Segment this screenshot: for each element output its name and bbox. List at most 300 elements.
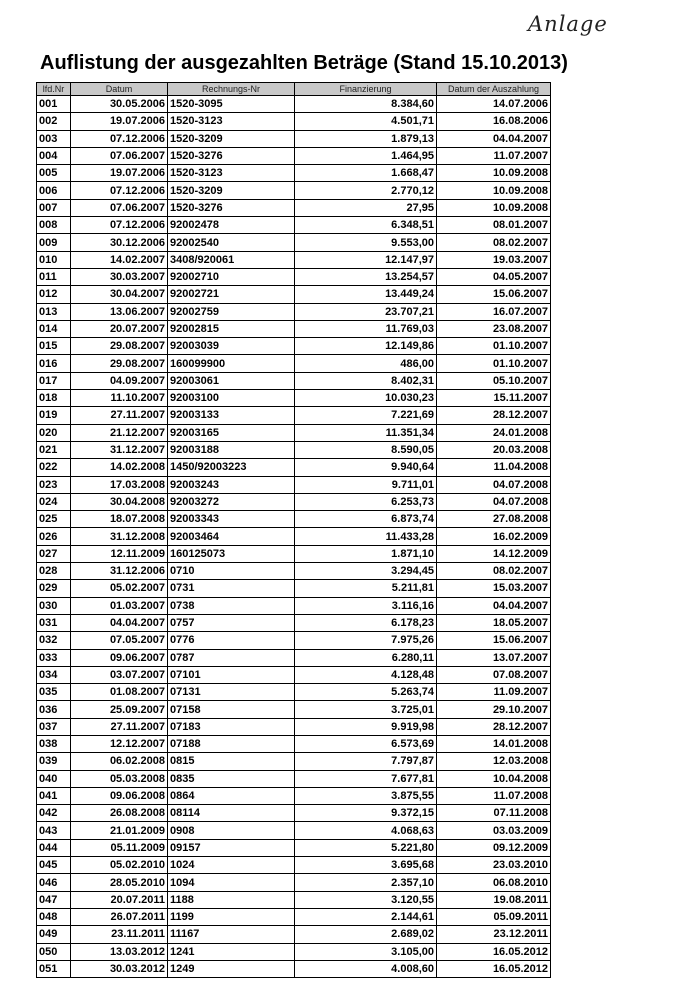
finanzierung-cell: 3.105,00 (295, 943, 437, 960)
datum-cell: 12.11.2009 (71, 545, 168, 562)
datum-cell: 30.03.2007 (71, 268, 168, 285)
auszahlung-cell: 10.09.2008 (437, 182, 551, 199)
rechnungs-nr-cell: 07188 (168, 735, 295, 752)
table-row (37, 580, 551, 597)
datum-cell: 31.12.2008 (71, 528, 168, 545)
auszahlung-cell: 07.08.2007 (437, 666, 551, 683)
datum-cell: 07.12.2006 (71, 182, 168, 199)
datum-cell: 21.01.2009 (71, 822, 168, 839)
datum-cell: 13.03.2012 (71, 943, 168, 960)
rechnungs-nr-cell: 92002721 (168, 286, 295, 303)
table-row (37, 493, 551, 510)
datum-cell: 26.07.2011 (71, 908, 168, 925)
datum-cell: 07.06.2007 (71, 147, 168, 164)
finanzierung-cell: 2.689,02 (295, 926, 437, 943)
datum-cell: 09.06.2007 (71, 649, 168, 666)
auszahlung-cell: 12.03.2008 (437, 753, 551, 770)
rechnungs-nr-cell: 0710 (168, 563, 295, 580)
auszahlung-cell: 11.07.2007 (437, 147, 551, 164)
lfd-nr-cell: 026 (37, 528, 71, 545)
datum-cell: 05.03.2008 (71, 770, 168, 787)
rechnungs-nr-cell: 0835 (168, 770, 295, 787)
finanzierung-cell: 4.008,60 (295, 960, 437, 977)
table-header-row (37, 83, 551, 96)
auszahlung-cell: 08.01.2007 (437, 217, 551, 234)
auszahlung-cell: 14.07.2006 (437, 96, 551, 113)
auszahlung-cell: 14.12.2009 (437, 545, 551, 562)
table-row (37, 684, 551, 701)
auszahlung-cell: 16.07.2007 (437, 303, 551, 320)
rechnungs-nr-cell: 1520-3123 (168, 113, 295, 130)
lfd-nr-cell: 006 (37, 182, 71, 199)
finanzierung-cell: 9.919,98 (295, 718, 437, 735)
lfd-nr-cell: 016 (37, 355, 71, 372)
datum-cell: 20.07.2007 (71, 320, 168, 337)
auszahlung-cell: 18.05.2007 (437, 614, 551, 631)
table-row (37, 960, 551, 977)
lfd-nr-cell: 030 (37, 597, 71, 614)
rechnungs-nr-cell: 0864 (168, 787, 295, 804)
column-header-datum: Datum (71, 83, 168, 96)
lfd-nr-cell: 044 (37, 839, 71, 856)
datum-cell: 29.08.2007 (71, 355, 168, 372)
finanzierung-cell: 1.871,10 (295, 545, 437, 562)
auszahlung-cell: 05.10.2007 (437, 372, 551, 389)
auszahlung-cell: 15.06.2007 (437, 632, 551, 649)
finanzierung-cell: 12.149,86 (295, 338, 437, 355)
lfd-nr-cell: 025 (37, 511, 71, 528)
finanzierung-cell: 11.433,28 (295, 528, 437, 545)
lfd-nr-cell: 037 (37, 718, 71, 735)
datum-cell: 07.05.2007 (71, 632, 168, 649)
column-header-finanzierung: Finanzierung (295, 83, 437, 96)
auszahlung-cell: 15.11.2007 (437, 390, 551, 407)
finanzierung-cell: 13.449,24 (295, 286, 437, 303)
auszahlung-cell: 29.10.2007 (437, 701, 551, 718)
table-row (37, 649, 551, 666)
rechnungs-nr-cell: 92003061 (168, 372, 295, 389)
table-row (37, 666, 551, 683)
finanzierung-cell: 6.280,11 (295, 649, 437, 666)
finanzierung-cell: 3.294,45 (295, 563, 437, 580)
finanzierung-cell: 13.254,57 (295, 268, 437, 285)
rechnungs-nr-cell: 3408/920061 (168, 251, 295, 268)
table-row (37, 632, 551, 649)
lfd-nr-cell: 015 (37, 338, 71, 355)
datum-cell: 04.09.2007 (71, 372, 168, 389)
table-row (37, 182, 551, 199)
auszahlung-cell: 16.05.2012 (437, 943, 551, 960)
auszahlung-cell: 10.09.2008 (437, 199, 551, 216)
table-row (37, 459, 551, 476)
auszahlung-cell: 19.03.2007 (437, 251, 551, 268)
lfd-nr-cell: 005 (37, 165, 71, 182)
rechnungs-nr-cell: 0738 (168, 597, 295, 614)
auszahlung-cell: 06.08.2010 (437, 874, 551, 891)
lfd-nr-cell: 027 (37, 545, 71, 562)
table-row (37, 735, 551, 752)
auszahlung-cell: 08.02.2007 (437, 234, 551, 251)
table-row (37, 234, 551, 251)
table-row (37, 805, 551, 822)
table-row (37, 874, 551, 891)
finanzierung-cell: 4.501,71 (295, 113, 437, 130)
datum-cell: 27.11.2007 (71, 718, 168, 735)
datum-cell: 30.03.2012 (71, 960, 168, 977)
finanzierung-cell: 4.128,48 (295, 666, 437, 683)
datum-cell: 28.05.2010 (71, 874, 168, 891)
rechnungs-nr-cell: 92003343 (168, 511, 295, 528)
rechnungs-nr-cell: 1199 (168, 908, 295, 925)
auszahlung-cell: 19.08.2011 (437, 891, 551, 908)
lfd-nr-cell: 028 (37, 563, 71, 580)
table-row (37, 528, 551, 545)
lfd-nr-cell: 022 (37, 459, 71, 476)
finanzierung-cell: 10.030,23 (295, 390, 437, 407)
lfd-nr-cell: 007 (37, 199, 71, 216)
lfd-nr-cell: 048 (37, 908, 71, 925)
datum-cell: 27.11.2007 (71, 407, 168, 424)
finanzierung-cell: 5.263,74 (295, 684, 437, 701)
finanzierung-cell: 1.879,13 (295, 130, 437, 147)
table-row (37, 822, 551, 839)
finanzierung-cell: 4.068,63 (295, 822, 437, 839)
table-row (37, 130, 551, 147)
datum-cell: 19.07.2006 (71, 113, 168, 130)
datum-cell: 01.03.2007 (71, 597, 168, 614)
lfd-nr-cell: 032 (37, 632, 71, 649)
datum-cell: 30.05.2006 (71, 96, 168, 113)
finanzierung-cell: 6.873,74 (295, 511, 437, 528)
rechnungs-nr-cell: 1450/92003223 (168, 459, 295, 476)
lfd-nr-cell: 019 (37, 407, 71, 424)
finanzierung-cell: 8.590,05 (295, 441, 437, 458)
auszahlung-cell: 04.07.2008 (437, 493, 551, 510)
table-row (37, 390, 551, 407)
lfd-nr-cell: 051 (37, 960, 71, 977)
datum-cell: 09.06.2008 (71, 787, 168, 804)
rechnungs-nr-cell: 08114 (168, 805, 295, 822)
table-row (37, 303, 551, 320)
finanzierung-cell: 6.253,73 (295, 493, 437, 510)
lfd-nr-cell: 033 (37, 649, 71, 666)
auszahlung-cell: 01.10.2007 (437, 355, 551, 372)
rechnungs-nr-cell: 1188 (168, 891, 295, 908)
lfd-nr-cell: 017 (37, 372, 71, 389)
table-row (37, 372, 551, 389)
lfd-nr-cell: 049 (37, 926, 71, 943)
datum-cell: 23.11.2011 (71, 926, 168, 943)
table-row (37, 545, 551, 562)
datum-cell: 03.07.2007 (71, 666, 168, 683)
rechnungs-nr-cell: 0908 (168, 822, 295, 839)
lfd-nr-cell: 040 (37, 770, 71, 787)
lfd-nr-cell: 050 (37, 943, 71, 960)
finanzierung-cell: 9.940,64 (295, 459, 437, 476)
finanzierung-cell: 11.351,34 (295, 424, 437, 441)
handwritten-annotation: Anlage (528, 12, 608, 36)
auszahlung-cell: 04.04.2007 (437, 597, 551, 614)
finanzierung-cell: 9.372,15 (295, 805, 437, 822)
table-row (37, 113, 551, 130)
finanzierung-cell: 1.464,95 (295, 147, 437, 164)
finanzierung-cell: 2.144,61 (295, 908, 437, 925)
finanzierung-cell: 5.211,81 (295, 580, 437, 597)
auszahlung-cell: 09.12.2009 (437, 839, 551, 856)
table-row (37, 857, 551, 874)
auszahlung-cell: 01.10.2007 (437, 338, 551, 355)
lfd-nr-cell: 035 (37, 684, 71, 701)
table-body (37, 96, 551, 978)
finanzierung-cell: 7.221,69 (295, 407, 437, 424)
datum-cell: 25.09.2007 (71, 701, 168, 718)
rechnungs-nr-cell: 92002478 (168, 217, 295, 234)
datum-cell: 13.06.2007 (71, 303, 168, 320)
auszahlung-cell: 28.12.2007 (437, 718, 551, 735)
datum-cell: 14.02.2007 (71, 251, 168, 268)
finanzierung-cell: 6.348,51 (295, 217, 437, 234)
auszahlung-cell: 05.09.2011 (437, 908, 551, 925)
auszahlung-cell: 11.04.2008 (437, 459, 551, 476)
rechnungs-nr-cell: 92002710 (168, 268, 295, 285)
auszahlung-cell: 20.03.2008 (437, 441, 551, 458)
datum-cell: 05.11.2009 (71, 839, 168, 856)
rechnungs-nr-cell: 0776 (168, 632, 295, 649)
rechnungs-nr-cell: 1520-3209 (168, 182, 295, 199)
table-row (37, 718, 551, 735)
table-row (37, 251, 551, 268)
auszahlung-cell: 14.01.2008 (437, 735, 551, 752)
rechnungs-nr-cell: 1520-3276 (168, 147, 295, 164)
lfd-nr-cell: 031 (37, 614, 71, 631)
table-row (37, 943, 551, 960)
lfd-nr-cell: 020 (37, 424, 71, 441)
lfd-nr-cell: 038 (37, 735, 71, 752)
table-row (37, 268, 551, 285)
rechnungs-nr-cell: 0757 (168, 614, 295, 631)
rechnungs-nr-cell: 92003133 (168, 407, 295, 424)
rechnungs-nr-cell: 07158 (168, 701, 295, 718)
finanzierung-cell: 3.725,01 (295, 701, 437, 718)
table-row (37, 286, 551, 303)
finanzierung-cell: 9.553,00 (295, 234, 437, 251)
column-header-datum-der-auszahlung: Datum der Auszahlung (437, 83, 551, 96)
rechnungs-nr-cell: 92003188 (168, 441, 295, 458)
lfd-nr-cell: 034 (37, 666, 71, 683)
datum-cell: 05.02.2007 (71, 580, 168, 597)
auszahlung-cell: 03.03.2009 (437, 822, 551, 839)
auszahlung-cell: 16.08.2006 (437, 113, 551, 130)
datum-cell: 18.07.2008 (71, 511, 168, 528)
datum-cell: 07.12.2006 (71, 217, 168, 234)
datum-cell: 31.12.2007 (71, 441, 168, 458)
auszahlung-cell: 27.08.2008 (437, 511, 551, 528)
rechnungs-nr-cell: 07183 (168, 718, 295, 735)
lfd-nr-cell: 029 (37, 580, 71, 597)
rechnungs-nr-cell: 92003039 (168, 338, 295, 355)
lfd-nr-cell: 014 (37, 320, 71, 337)
table-row (37, 563, 551, 580)
rechnungs-nr-cell: 11167 (168, 926, 295, 943)
rechnungs-nr-cell: 0731 (168, 580, 295, 597)
auszahlung-cell: 28.12.2007 (437, 407, 551, 424)
table-row (37, 770, 551, 787)
finanzierung-cell: 9.711,01 (295, 476, 437, 493)
table-row (37, 147, 551, 164)
rechnungs-nr-cell: 1520-3123 (168, 165, 295, 182)
auszahlung-cell: 23.08.2007 (437, 320, 551, 337)
auszahlung-cell: 04.07.2008 (437, 476, 551, 493)
rechnungs-nr-cell: 92003272 (168, 493, 295, 510)
rechnungs-nr-cell: 160099900 (168, 355, 295, 372)
datum-cell: 17.03.2008 (71, 476, 168, 493)
auszahlung-cell: 11.07.2008 (437, 787, 551, 804)
rechnungs-nr-cell: 92003165 (168, 424, 295, 441)
table-row (37, 511, 551, 528)
lfd-nr-cell: 023 (37, 476, 71, 493)
lfd-nr-cell: 013 (37, 303, 71, 320)
table-row (37, 926, 551, 943)
datum-cell: 20.07.2011 (71, 891, 168, 908)
table-row (37, 96, 551, 113)
datum-cell: 06.02.2008 (71, 753, 168, 770)
datum-cell: 19.07.2006 (71, 165, 168, 182)
table-row (37, 891, 551, 908)
finanzierung-cell: 7.677,81 (295, 770, 437, 787)
table-row (37, 441, 551, 458)
finanzierung-cell: 12.147,97 (295, 251, 437, 268)
rechnungs-nr-cell: 09157 (168, 839, 295, 856)
table-row (37, 165, 551, 182)
rechnungs-nr-cell: 1241 (168, 943, 295, 960)
finanzierung-cell: 6.573,69 (295, 735, 437, 752)
finanzierung-cell: 2.357,10 (295, 874, 437, 891)
rechnungs-nr-cell: 0787 (168, 649, 295, 666)
page-title: Auflistung der ausgezahlten Beträge (Stand 15.10.2013) (40, 52, 568, 74)
rechnungs-nr-cell: 92003243 (168, 476, 295, 493)
finanzierung-cell: 6.178,23 (295, 614, 437, 631)
rechnungs-nr-cell: 07101 (168, 666, 295, 683)
auszahlung-cell: 11.09.2007 (437, 684, 551, 701)
datum-cell: 11.10.2007 (71, 390, 168, 407)
lfd-nr-cell: 047 (37, 891, 71, 908)
finanzierung-cell: 3.116,16 (295, 597, 437, 614)
payments-table (36, 82, 551, 978)
auszahlung-cell: 23.03.2010 (437, 857, 551, 874)
datum-cell: 31.12.2006 (71, 563, 168, 580)
auszahlung-cell: 24.01.2008 (437, 424, 551, 441)
rechnungs-nr-cell: 1520-3095 (168, 96, 295, 113)
table-row (37, 355, 551, 372)
finanzierung-cell: 8.384,60 (295, 96, 437, 113)
finanzierung-cell: 7.975,26 (295, 632, 437, 649)
lfd-nr-cell: 024 (37, 493, 71, 510)
rechnungs-nr-cell: 92003464 (168, 528, 295, 545)
datum-cell: 04.04.2007 (71, 614, 168, 631)
column-header-rechnungs-nr: Rechnungs-Nr (168, 83, 295, 96)
rechnungs-nr-cell: 0815 (168, 753, 295, 770)
finanzierung-cell: 8.402,31 (295, 372, 437, 389)
lfd-nr-cell: 036 (37, 701, 71, 718)
finanzierung-cell: 11.769,03 (295, 320, 437, 337)
lfd-nr-cell: 041 (37, 787, 71, 804)
datum-cell: 29.08.2007 (71, 338, 168, 355)
datum-cell: 30.12.2006 (71, 234, 168, 251)
table-row (37, 701, 551, 718)
finanzierung-cell: 7.797,87 (295, 753, 437, 770)
finanzierung-cell: 3.695,68 (295, 857, 437, 874)
lfd-nr-cell: 012 (37, 286, 71, 303)
lfd-nr-cell: 042 (37, 805, 71, 822)
auszahlung-cell: 04.05.2007 (437, 268, 551, 285)
datum-cell: 07.06.2007 (71, 199, 168, 216)
finanzierung-cell: 486,00 (295, 355, 437, 372)
table-row (37, 908, 551, 925)
rechnungs-nr-cell: 92002815 (168, 320, 295, 337)
auszahlung-cell: 15.06.2007 (437, 286, 551, 303)
table-row (37, 597, 551, 614)
lfd-nr-cell: 002 (37, 113, 71, 130)
finanzierung-cell: 1.668,47 (295, 165, 437, 182)
table-row (37, 217, 551, 234)
finanzierung-cell: 23.707,21 (295, 303, 437, 320)
table-row (37, 320, 551, 337)
lfd-nr-cell: 010 (37, 251, 71, 268)
finanzierung-cell: 27,95 (295, 199, 437, 216)
rechnungs-nr-cell: 92002540 (168, 234, 295, 251)
rechnungs-nr-cell: 1520-3209 (168, 130, 295, 147)
lfd-nr-cell: 011 (37, 268, 71, 285)
lfd-nr-cell: 004 (37, 147, 71, 164)
table-row (37, 787, 551, 804)
table-row (37, 424, 551, 441)
rechnungs-nr-cell: 1024 (168, 857, 295, 874)
rechnungs-nr-cell: 07131 (168, 684, 295, 701)
lfd-nr-cell: 001 (37, 96, 71, 113)
finanzierung-cell: 5.221,80 (295, 839, 437, 856)
auszahlung-cell: 04.04.2007 (437, 130, 551, 147)
rechnungs-nr-cell: 160125073 (168, 545, 295, 562)
datum-cell: 30.04.2007 (71, 286, 168, 303)
datum-cell: 05.02.2010 (71, 857, 168, 874)
lfd-nr-cell: 021 (37, 441, 71, 458)
table-row (37, 753, 551, 770)
lfd-nr-cell: 008 (37, 217, 71, 234)
datum-cell: 07.12.2006 (71, 130, 168, 147)
table-row (37, 407, 551, 424)
auszahlung-cell: 13.07.2007 (437, 649, 551, 666)
auszahlung-cell: 16.02.2009 (437, 528, 551, 545)
rechnungs-nr-cell: 1520-3276 (168, 199, 295, 216)
table-row (37, 338, 551, 355)
finanzierung-cell: 2.770,12 (295, 182, 437, 199)
lfd-nr-cell: 046 (37, 874, 71, 891)
finanzierung-cell: 3.120,55 (295, 891, 437, 908)
rechnungs-nr-cell: 92003100 (168, 390, 295, 407)
auszahlung-cell: 10.09.2008 (437, 165, 551, 182)
auszahlung-cell: 16.05.2012 (437, 960, 551, 977)
rechnungs-nr-cell: 1249 (168, 960, 295, 977)
table-row (37, 199, 551, 216)
datum-cell: 14.02.2008 (71, 459, 168, 476)
lfd-nr-cell: 039 (37, 753, 71, 770)
table-row (37, 839, 551, 856)
datum-cell: 26.08.2008 (71, 805, 168, 822)
auszahlung-cell: 08.02.2007 (437, 563, 551, 580)
table-row (37, 614, 551, 631)
lfd-nr-cell: 003 (37, 130, 71, 147)
auszahlung-cell: 23.12.2011 (437, 926, 551, 943)
